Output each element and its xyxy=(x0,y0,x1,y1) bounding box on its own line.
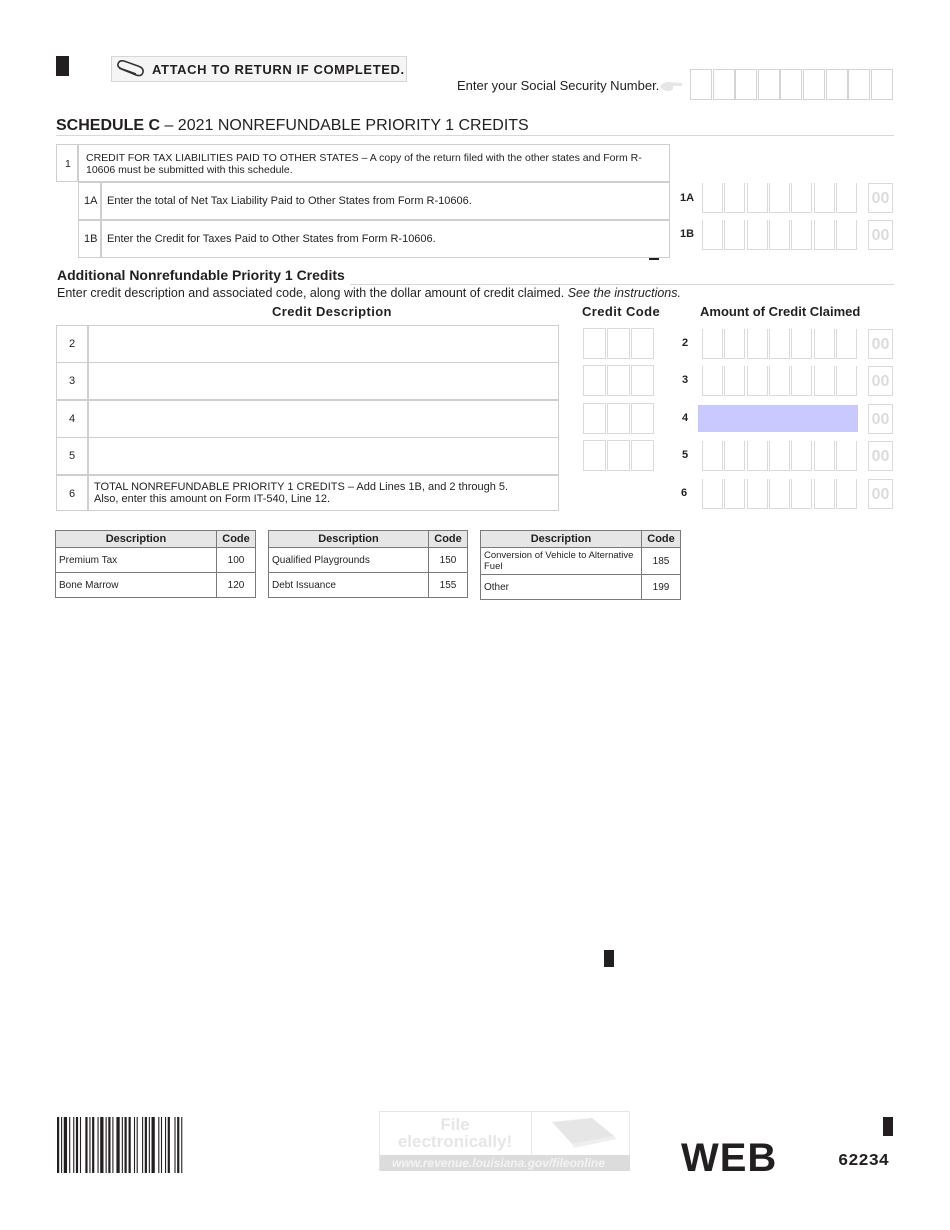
web-label: WEB xyxy=(681,1136,778,1180)
amount-digit-box[interactable] xyxy=(769,329,790,359)
credit-code-digit-box[interactable] xyxy=(607,440,630,471)
table-row xyxy=(269,548,468,573)
amount-digit-box[interactable] xyxy=(747,479,768,509)
table-row xyxy=(56,573,256,598)
barcode-bar xyxy=(134,1117,135,1173)
code-desc: Conversion of Vehicle to Alternative Fuel xyxy=(481,548,642,575)
barcode-bar xyxy=(69,1117,70,1173)
line6-amount-field[interactable] xyxy=(698,477,894,511)
barcode-bar xyxy=(145,1117,147,1173)
amount-digit-box[interactable] xyxy=(724,479,745,509)
credit-line-field-label: 3 xyxy=(682,374,689,386)
line1a-label: 1A xyxy=(84,195,98,207)
line1-description: CREDIT FOR TAX LIABILITIES PAID TO OTHER STATES – A copy of the return filed with the other states and Form R-10606 must be submitted with this schedule. xyxy=(86,152,642,176)
efile-line1: File xyxy=(440,1115,470,1134)
barcode-bar xyxy=(165,1117,166,1173)
paperclip-icon xyxy=(116,60,146,80)
amount-digit-box[interactable] xyxy=(814,329,835,359)
line6-description xyxy=(94,481,508,505)
line1b-label-cell xyxy=(78,220,101,258)
credit-line-amount-field[interactable] xyxy=(698,402,894,436)
code-table-head-code: Code xyxy=(429,531,468,548)
credit-line-number-cell xyxy=(56,362,88,400)
amount-digit-box[interactable] xyxy=(814,366,835,396)
barcode-bar xyxy=(100,1117,103,1173)
amount-digit-box[interactable] xyxy=(836,479,857,509)
table-row xyxy=(481,548,681,575)
credit-code-digit-box[interactable] xyxy=(631,328,654,359)
amount-digit-box[interactable] xyxy=(791,183,812,213)
efile-url-bar xyxy=(380,1155,630,1171)
amount-digit-box[interactable] xyxy=(747,329,768,359)
amount-digit-box[interactable] xyxy=(814,183,835,213)
ssn-digit-box[interactable] xyxy=(780,69,802,100)
credit-description-input[interactable] xyxy=(88,362,559,400)
amount-digit-box[interactable] xyxy=(791,329,812,359)
amount-cents-box[interactable]: 00 xyxy=(868,366,893,396)
code-table-head-code: Code xyxy=(642,531,681,548)
line6-field-label: 6 xyxy=(681,487,688,499)
credit-line-field-label: 5 xyxy=(682,449,689,461)
barcode-bar xyxy=(80,1117,81,1173)
barcode-bar xyxy=(85,1117,87,1173)
amount-digit-box[interactable] xyxy=(836,366,857,396)
credit-line-number: 3 xyxy=(69,375,76,387)
amount-cents-box[interactable]: 00 xyxy=(868,404,893,434)
amount-cents-box[interactable]: 00 xyxy=(868,441,893,471)
registration-mark xyxy=(604,950,614,967)
amount-digit-box[interactable] xyxy=(836,183,857,213)
amount-digit-box[interactable] xyxy=(791,366,812,396)
barcode-bar xyxy=(181,1117,182,1173)
amount-digit-box[interactable] xyxy=(836,220,857,250)
code-desc: Debt Issuance xyxy=(269,573,429,598)
ssn-field[interactable] xyxy=(690,69,894,100)
amount-digit-box[interactable] xyxy=(769,366,790,396)
ssn-digit-box[interactable] xyxy=(848,69,870,100)
amount-cents-box[interactable]: 00 xyxy=(868,183,893,213)
ssn-digit-box[interactable] xyxy=(690,69,712,100)
credit-line-field-label: 2 xyxy=(682,337,689,349)
amount-digit-box[interactable] xyxy=(769,441,790,471)
line1b-description: Enter the Credit for Taxes Paid to Other States from Form R-10606. xyxy=(107,233,436,245)
barcode-bar xyxy=(76,1117,78,1173)
barcode-bar xyxy=(89,1117,90,1173)
code-table-1 xyxy=(55,530,256,598)
barcode-bar xyxy=(149,1117,150,1173)
barcode-bar xyxy=(158,1117,159,1173)
code-table-head-desc: Description xyxy=(56,531,217,548)
credit-code-digit-box[interactable] xyxy=(607,365,630,396)
amount-digit-box[interactable] xyxy=(702,329,723,359)
code-value: 185 xyxy=(642,548,681,575)
amount-digit-box[interactable] xyxy=(791,441,812,471)
credit-line-amount-field[interactable] xyxy=(698,327,894,361)
line1-description-cell xyxy=(78,144,670,182)
line6-text-2: Also, enter this amount on Form IT-540, Line 12. xyxy=(94,493,331,505)
credit-code-digit-box[interactable] xyxy=(607,328,630,359)
amount-digit-box[interactable] xyxy=(724,366,745,396)
line6-description-cell xyxy=(88,475,559,511)
credit-line-field-label: 4 xyxy=(682,412,689,424)
code-value: 150 xyxy=(429,548,468,573)
code-table-head-code: Code xyxy=(217,531,256,548)
line1a-field-label: 1A xyxy=(680,192,695,204)
amount-cents-box[interactable]: 00 xyxy=(868,479,893,509)
barcode-bar xyxy=(142,1117,143,1173)
schedule-title-rest: – 2021 NONREFUNDABLE PRIORITY 1 CREDITS xyxy=(160,117,529,134)
barcode-bar xyxy=(174,1117,175,1173)
credit-line-amount-field[interactable] xyxy=(698,439,894,473)
credit-code-digit-box[interactable] xyxy=(631,403,654,434)
column-credit-description: Credit Description xyxy=(272,304,392,319)
credit-code-digit-box[interactable] xyxy=(631,365,654,396)
laptop-icon xyxy=(532,1112,631,1154)
credit-code-digit-box[interactable] xyxy=(583,365,606,396)
barcode-bar xyxy=(73,1117,74,1173)
instruction-text: Enter credit description and associated code, along with the dollar amount of credit claimed. xyxy=(57,286,565,300)
credit-line-amount-field[interactable] xyxy=(698,364,894,398)
code-value: 120 xyxy=(217,573,256,598)
line6-text-1: TOTAL NONREFUNDABLE PRIORITY 1 CREDITS – Add Lines 1B, and 2 through 5. xyxy=(94,481,509,493)
credit-code-digit-box[interactable] xyxy=(583,328,606,359)
ssn-digit-box[interactable] xyxy=(758,69,780,100)
amount-cents-box[interactable]: 00 xyxy=(868,220,893,250)
barcode-bar xyxy=(64,1117,67,1173)
amount-digit-box[interactable] xyxy=(702,220,723,250)
code-table-2 xyxy=(268,530,468,598)
additional-rule xyxy=(350,284,894,285)
credit-description-input[interactable] xyxy=(88,325,559,363)
credit-description-input[interactable] xyxy=(88,400,559,438)
code-table-head-desc: Description xyxy=(481,531,642,548)
active-field-highlight xyxy=(698,405,858,432)
credit-code-digit-box[interactable] xyxy=(631,440,654,471)
efile-url: www.revenue.louisiana.gov/fileonline xyxy=(392,1156,605,1170)
credit-line-number: 4 xyxy=(69,413,76,425)
code-value: 100 xyxy=(217,548,256,573)
amount-digit-box[interactable] xyxy=(724,220,745,250)
credit-code-digit-box[interactable] xyxy=(583,403,606,434)
amount-digit-box[interactable] xyxy=(814,441,835,471)
line1b-description-cell xyxy=(101,220,670,258)
amount-digit-box[interactable] xyxy=(791,479,812,509)
ssn-digit-box[interactable] xyxy=(735,69,757,100)
line6-number-cell xyxy=(56,475,88,511)
credit-code-digit-box[interactable] xyxy=(583,440,606,471)
code-table-head-desc: Description xyxy=(269,531,429,548)
amount-digit-box[interactable] xyxy=(814,479,835,509)
credit-line-number-cell xyxy=(56,437,88,475)
efile-graphic xyxy=(531,1112,631,1154)
barcode-bar xyxy=(116,1117,119,1173)
credit-code-digit-box[interactable] xyxy=(607,403,630,434)
additional-instruction xyxy=(57,286,681,300)
amount-digit-box[interactable] xyxy=(724,329,745,359)
barcode-bar xyxy=(137,1117,138,1173)
code-table-3 xyxy=(480,530,681,600)
code-value: 199 xyxy=(642,575,681,600)
pointing-hand-icon xyxy=(658,79,684,93)
barcode-bar xyxy=(112,1117,113,1173)
line1a-amount-field[interactable] xyxy=(698,181,894,215)
barcode-bar xyxy=(92,1117,94,1173)
line1b-amount-field[interactable] xyxy=(698,218,894,252)
ssn-digit-box[interactable] xyxy=(713,69,735,100)
registration-mark xyxy=(883,1117,893,1136)
schedule-title-bold: SCHEDULE C xyxy=(56,117,161,134)
amount-digit-box[interactable] xyxy=(702,441,723,471)
barcode-bar xyxy=(106,1117,107,1173)
registration-mark xyxy=(56,56,69,76)
credit-line-number: 2 xyxy=(69,338,76,350)
line1b-field-label: 1B xyxy=(680,228,695,240)
line1a-description: Enter the total of Net Tax Liability Paid to Other States from Form R-10606. xyxy=(107,195,472,207)
barcode-bar xyxy=(122,1117,123,1173)
amount-digit-box[interactable] xyxy=(724,441,745,471)
efile-line2: electronically! xyxy=(397,1132,513,1151)
line6-number: 6 xyxy=(69,488,76,500)
amount-digit-box[interactable] xyxy=(836,329,857,359)
amount-digit-box[interactable] xyxy=(769,479,790,509)
amount-digit-box[interactable] xyxy=(769,220,790,250)
code-desc: Premium Tax xyxy=(56,548,217,573)
barcode-bar xyxy=(177,1117,179,1173)
credit-line-number: 5 xyxy=(69,450,76,462)
amount-digit-box[interactable] xyxy=(814,220,835,250)
ssn-digit-box[interactable] xyxy=(826,69,848,100)
barcode-bar xyxy=(129,1117,131,1173)
ssn-digit-box[interactable] xyxy=(803,69,825,100)
ssn-label: Enter your Social Security Number. xyxy=(457,78,660,93)
title-rule xyxy=(56,135,894,136)
attach-text: ATTACH TO RETURN IF COMPLETED. xyxy=(152,62,405,77)
amount-digit-box[interactable] xyxy=(747,220,768,250)
credit-line-number-cell xyxy=(56,400,88,438)
barcode-bar xyxy=(125,1117,127,1173)
barcode-bar xyxy=(161,1117,162,1173)
table-row xyxy=(56,548,256,573)
barcode-bar xyxy=(152,1117,155,1173)
credit-line-number-cell xyxy=(56,325,88,363)
amount-digit-box[interactable] xyxy=(769,183,790,213)
credit-description-input[interactable] xyxy=(88,437,559,475)
amount-cents-box[interactable]: 00 xyxy=(868,329,893,359)
column-amount-claimed: Amount of Credit Claimed xyxy=(700,304,861,319)
code-desc: Other xyxy=(481,575,642,600)
amount-digit-box[interactable] xyxy=(702,366,723,396)
amount-digit-box[interactable] xyxy=(836,441,857,471)
code-desc: Bone Marrow xyxy=(56,573,217,598)
amount-digit-box[interactable] xyxy=(724,183,745,213)
attach-banner xyxy=(111,56,407,82)
line1-number: 1 xyxy=(65,158,71,170)
code-value: 155 xyxy=(429,573,468,598)
barcode-bar xyxy=(57,1117,59,1173)
instruction-italic: See the instructions. xyxy=(567,286,681,300)
barcode-bar xyxy=(168,1117,170,1173)
amount-digit-box[interactable] xyxy=(702,479,723,509)
column-credit-code: Credit Code xyxy=(582,304,661,319)
amount-digit-box[interactable] xyxy=(747,183,768,213)
ssn-digit-box[interactable] xyxy=(871,69,893,100)
efile-badge xyxy=(379,1111,630,1171)
line1a-label-cell xyxy=(78,182,101,220)
code-desc: Qualified Playgrounds xyxy=(269,548,429,573)
amount-digit-box[interactable] xyxy=(747,366,768,396)
barcode-bar xyxy=(61,1117,62,1173)
barcode-bar xyxy=(98,1117,99,1173)
form-number: 62234 xyxy=(838,1152,890,1171)
line1-number-cell xyxy=(56,144,78,182)
barcode-bar xyxy=(108,1117,110,1173)
table-row xyxy=(269,573,468,598)
line1b-label: 1B xyxy=(84,233,98,245)
line1a-description-cell xyxy=(101,182,670,220)
table-row xyxy=(481,575,681,600)
amount-digit-box[interactable] xyxy=(747,441,768,471)
additional-heading: Additional Nonrefundable Priority 1 Credits xyxy=(57,267,345,283)
schedule-title xyxy=(56,117,529,135)
amount-digit-box[interactable] xyxy=(791,220,812,250)
amount-digit-box[interactable] xyxy=(702,183,723,213)
barcode xyxy=(57,1117,229,1173)
